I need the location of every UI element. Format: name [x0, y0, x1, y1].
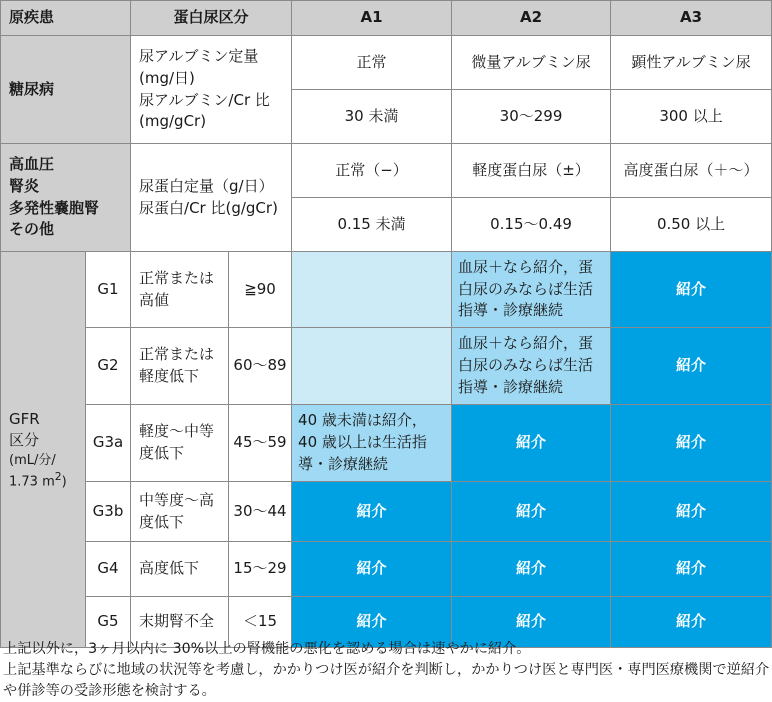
gfr-desc: 高度低下: [131, 542, 229, 597]
other-disease-row-1: [1, 144, 772, 198]
gfr-unit-close: ): [61, 473, 67, 489]
cell-g1-a1: [292, 252, 452, 328]
gfr-grade: G4: [86, 542, 131, 597]
gfr-label-line1: GFR: [9, 409, 40, 428]
gfr-desc-line1: 正常または: [139, 268, 215, 287]
other-disease-a3-range: 0.50 以上: [611, 198, 772, 252]
gfr-row-g4: [1, 542, 772, 597]
cell-g3b-a2: 紹介: [452, 482, 611, 542]
gfr-grade: G2: [86, 328, 131, 405]
diabetes-a3-name: 顕性アルブミン尿: [611, 36, 772, 90]
gfr-unit: [9, 452, 85, 490]
gfr-desc: [131, 482, 229, 542]
cell-text-line: 血尿＋なら紹介，蛋: [458, 257, 594, 276]
cell-g2-a3: 紹介: [611, 328, 772, 405]
cell-g5-a2: 紹介: [452, 597, 611, 648]
gfr-row-g2: [1, 328, 772, 405]
header-proteinuria-class: 蛋白尿区分: [131, 1, 292, 36]
gfr-label-line2: 区分: [9, 431, 40, 450]
other-disease-a2-range: 0.15〜0.49: [452, 198, 611, 252]
gfr-desc-line2: 度低下: [139, 512, 185, 531]
gfr-desc-line2: 度低下: [139, 444, 185, 462]
other-disease-criteria-line1: 尿蛋白定量（g/日）: [139, 176, 274, 195]
other-disease-line2: 腎炎: [9, 176, 40, 195]
gfr-row-g3a: [1, 405, 772, 482]
cell-g3a-a3: 紹介: [611, 405, 772, 482]
cell-text-line: 血尿＋なら紹介，蛋: [458, 334, 594, 353]
header-a1: A1: [292, 1, 452, 36]
cell-text-line: 指導・診療継続: [458, 377, 564, 396]
diabetes-criteria-line1: 尿アルブミン定量: [139, 47, 259, 65]
diabetes-a2-range: 30〜299: [452, 90, 611, 144]
other-disease-line1: 高血圧: [9, 155, 55, 173]
diabetes-label: 糖尿病: [1, 36, 131, 144]
header-disease: 原疾患: [1, 1, 131, 36]
diabetes-a1-name: 正常: [292, 36, 452, 90]
cell-text-line: 導・診療継続: [298, 454, 389, 473]
cell-g1-a3: 紹介: [611, 252, 772, 328]
other-disease-a3-name: 高度蛋白尿（＋〜）: [611, 144, 772, 198]
footnote-line1: 上記以外に，3ヶ月以内に 30%以上の腎機能の悪化を認める場合は速やかに紹介。: [3, 641, 531, 657]
cell-text-line: 白尿のみならば生活: [458, 356, 594, 375]
cell-g4-a3: 紹介: [611, 542, 772, 597]
diabetes-criteria-line3: 尿アルブミン/Cr 比: [139, 90, 270, 109]
diabetes-a1-range: 30 未満: [292, 90, 452, 144]
diabetes-row-1: [1, 36, 772, 90]
cell-g4-a1: 紹介: [292, 542, 452, 597]
other-disease-label: [1, 144, 131, 252]
header-a3: A3: [611, 1, 772, 36]
cell-g5-a3: 紹介: [611, 597, 772, 648]
gfr-grade: G5: [86, 597, 131, 648]
cell-g4-a2: 紹介: [452, 542, 611, 597]
other-disease-criteria-line2: 尿蛋白/Cr 比(g/gCr): [139, 198, 278, 217]
gfr-desc-line1: 軽度〜中等: [139, 422, 215, 441]
cell-text-line: 40 歳以上は生活指: [298, 433, 427, 452]
other-disease-a1-name: 正常（−）: [292, 144, 452, 198]
other-disease-a1-range: 0.15 未満: [292, 198, 452, 252]
header-row: [1, 1, 772, 36]
gfr-row-g3b: [1, 482, 772, 542]
cell-g3a-a1: [292, 405, 452, 482]
other-disease-line3: 多発性嚢胞腎: [9, 198, 100, 217]
gfr-unit-line1: (mL/分/: [9, 453, 56, 469]
gfr-desc: [131, 405, 229, 482]
cell-g2-a2: [452, 328, 611, 405]
header-a2: A2: [452, 1, 611, 36]
diabetes-a2-name: 微量アルブミン尿: [452, 36, 611, 90]
footnotes: [3, 639, 771, 702]
gfr-desc: [131, 328, 229, 405]
gfr-grade: G1: [86, 252, 131, 328]
diabetes-criteria-line2: (mg/日): [139, 68, 195, 87]
other-disease-line4: その他: [9, 220, 55, 239]
gfr-desc-line2: 高値: [139, 290, 170, 309]
gfr-desc-line1: 中等度〜高: [139, 490, 215, 509]
cell-g3a-a2: 紹介: [452, 405, 611, 482]
cell-g5-a1: 紹介: [292, 597, 452, 648]
gfr-unit-sup: 2: [54, 469, 62, 483]
other-disease-criteria: [131, 144, 292, 252]
diabetes-criteria: [131, 36, 292, 144]
gfr-range: ≧90: [229, 252, 292, 328]
gfr-range: ＜15: [229, 597, 292, 648]
gfr-range: 60〜89: [229, 328, 292, 405]
gfr-desc: [131, 252, 229, 328]
gfr-desc-line1: 正常または: [139, 345, 215, 364]
cell-text-line: 白尿のみならば生活: [458, 279, 594, 298]
gfr-grade: G3a: [86, 405, 131, 482]
diabetes-a3-range: 300 以上: [611, 90, 772, 144]
cell-g1-a2: [452, 252, 611, 328]
cell-g3b-a1: 紹介: [292, 482, 452, 542]
gfr-range: 30〜44: [229, 482, 292, 542]
diabetes-criteria-line4: (mg/gCr): [139, 112, 207, 131]
gfr-desc: 末期腎不全: [131, 597, 229, 648]
footnote-line2: 上記基準ならびに地域の状況等を考慮し，かかりつけ医が紹介を判断し，かかりつけ医と専門医・専門医療機関で逆紹介や併診等の受診形態を検討する。: [3, 662, 770, 699]
gfr-grade: G3b: [86, 482, 131, 542]
gfr-row-g1: [1, 252, 772, 328]
cell-g3b-a3: 紹介: [611, 482, 772, 542]
gfr-unit-line2: 1.73 m: [9, 473, 55, 489]
gfr-range: 45〜59: [229, 405, 292, 482]
cell-g2-a1: [292, 328, 452, 405]
gfr-label: [1, 252, 86, 648]
gfr-range: 15〜29: [229, 542, 292, 597]
other-disease-a2-name: 軽度蛋白尿（±）: [452, 144, 611, 198]
cell-text-line: 40 歳未満は紹介，: [298, 411, 427, 430]
gfr-desc-line2: 軽度低下: [139, 367, 200, 385]
cell-text-line: 指導・診療継続: [458, 301, 564, 320]
